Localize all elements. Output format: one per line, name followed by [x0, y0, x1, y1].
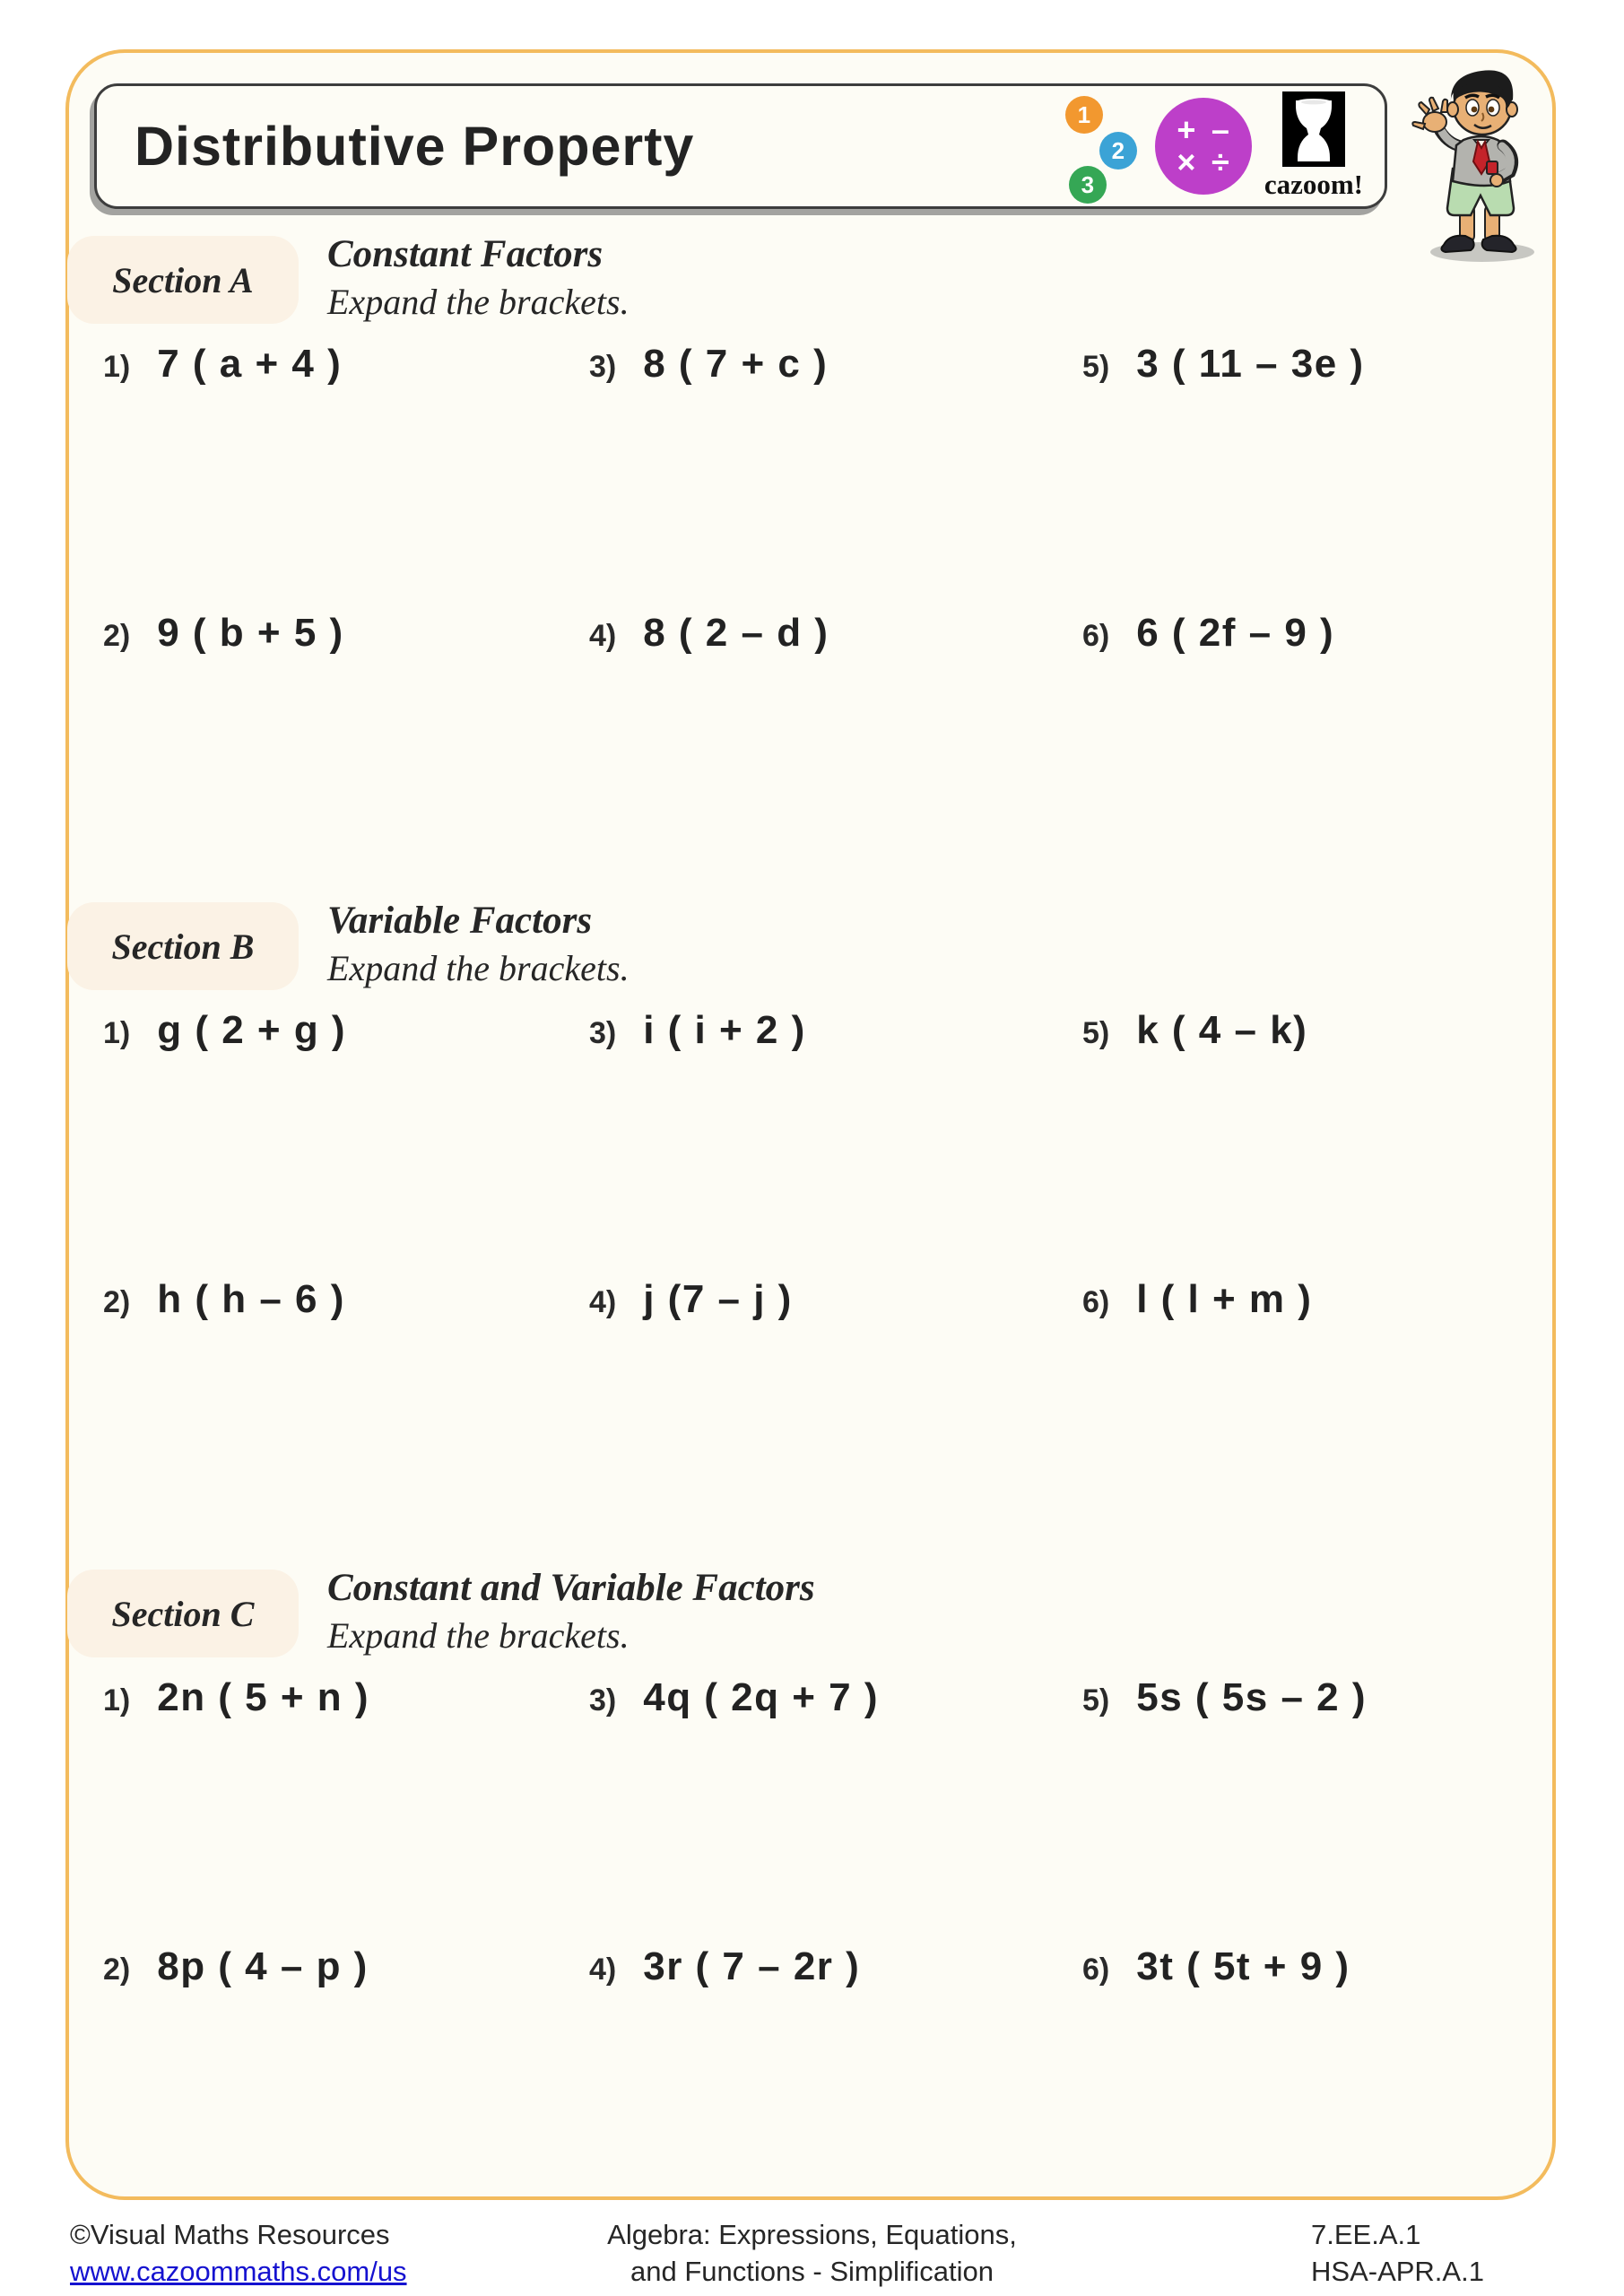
problem-expression: j (7 – j )	[643, 1277, 793, 1321]
section-b-instruction: Expand the brackets.	[327, 948, 630, 988]
problem-expression: 7 ( a + 4 )	[157, 342, 343, 386]
section-a-row-1	[65, 342, 1556, 396]
problem-b6	[1082, 1277, 1312, 1322]
problem-c3	[589, 1675, 879, 1720]
problem-expression: 8 ( 7 + c )	[643, 342, 829, 386]
problem-number: 3)	[589, 1016, 617, 1050]
problem-b1	[103, 1008, 346, 1053]
problem-number: 5)	[1082, 1683, 1110, 1718]
standard-code-2: HSA-APR.A.1	[1311, 2255, 1484, 2287]
problem-expression: i ( i + 2 )	[643, 1008, 806, 1052]
problem-expression: 3t ( 5t + 9 )	[1136, 1944, 1350, 1988]
problem-b5	[1082, 1008, 1307, 1053]
topic-line-1: Algebra: Expressions, Equations,	[607, 2219, 1017, 2250]
problem-expression: l ( l + m )	[1136, 1277, 1313, 1321]
footer-standards-block	[1311, 2217, 1484, 2291]
problem-b2	[103, 1277, 345, 1322]
footer-copyright-block	[70, 2217, 407, 2291]
cazoom-logo	[1060, 89, 1363, 204]
section-b-label: Section B	[67, 902, 299, 990]
problem-expression: 9 ( b + 5 )	[157, 611, 344, 655]
problem-a1	[103, 342, 342, 387]
problem-number: 2)	[103, 1285, 131, 1319]
problem-c5	[1082, 1675, 1367, 1720]
problem-a3	[589, 342, 828, 387]
problem-number: 6)	[1082, 1952, 1110, 1987]
section-b-row-1	[65, 1008, 1556, 1062]
standard-code-1: 7.EE.A.1	[1311, 2219, 1421, 2250]
multiply-icon: ×	[1177, 144, 1196, 180]
mascot-boy-icon	[1397, 61, 1554, 272]
math-operations-icon	[1155, 98, 1252, 195]
numbers-badge-icon	[1060, 89, 1142, 204]
problem-number: 1)	[103, 350, 131, 384]
problem-a2	[103, 611, 344, 656]
section-c-title: Constant and Variable Factors	[327, 1567, 815, 1609]
problem-number: 1)	[103, 1016, 131, 1050]
problem-b3	[589, 1008, 806, 1053]
problem-expression: 3r ( 7 – 2r )	[643, 1944, 861, 1988]
footer-topic-block	[607, 2217, 1017, 2291]
section-b-title: Variable Factors	[327, 900, 593, 942]
problem-number: 2)	[103, 619, 131, 653]
problem-expression: 8 ( 2 – d )	[643, 611, 829, 655]
problem-number: 2)	[103, 1952, 131, 1987]
page-title: Distributive Property	[135, 116, 695, 177]
problem-c2	[103, 1944, 369, 1989]
section-a-instruction: Expand the brackets.	[327, 282, 630, 322]
problem-c4	[589, 1944, 860, 1989]
problem-number: 4)	[589, 619, 617, 653]
problem-expression: k ( 4 – k)	[1136, 1008, 1308, 1052]
section-a-row-2	[65, 611, 1556, 665]
cazoom-drum-icon	[1282, 91, 1345, 167]
divide-icon: ÷	[1211, 144, 1229, 180]
section-a-title: Constant Factors	[327, 233, 604, 275]
problem-number: 5)	[1082, 350, 1110, 384]
problem-c1	[103, 1675, 369, 1720]
cazoom-wordmark: cazoom!	[1264, 169, 1363, 200]
problem-number: 1)	[103, 1683, 131, 1718]
badge-two-icon: 2	[1099, 132, 1137, 170]
plus-icon: +	[1177, 111, 1196, 148]
cazoom-website-link[interactable]: www.cazoommaths.com/us	[70, 2255, 407, 2287]
section-c-row-2	[65, 1944, 1556, 1998]
badge-three-icon: 3	[1069, 166, 1107, 204]
problem-c6	[1082, 1944, 1350, 1989]
problem-expression: h ( h – 6 )	[157, 1277, 345, 1321]
problem-number: 3)	[589, 1683, 617, 1718]
problem-expression: 5s ( 5s – 2 )	[1136, 1675, 1367, 1719]
problem-b4	[589, 1277, 793, 1322]
footer	[0, 2217, 1624, 2296]
problem-expression: 8p ( 4 – p )	[157, 1944, 369, 1988]
problem-number: 3)	[589, 350, 617, 384]
problem-number: 5)	[1082, 1016, 1110, 1050]
section-c-label: Section C	[67, 1570, 299, 1657]
worksheet-title-box	[94, 83, 1387, 209]
problem-number: 4)	[589, 1285, 617, 1319]
badge-one-icon: 1	[1065, 96, 1103, 134]
problem-expression: g ( 2 + g )	[157, 1008, 347, 1052]
cazoom-brand	[1264, 91, 1363, 201]
minus-icon: –	[1211, 111, 1229, 148]
problem-number: 6)	[1082, 619, 1110, 653]
problem-a4	[589, 611, 829, 656]
section-b-row-2	[65, 1277, 1556, 1331]
section-c-instruction: Expand the brackets.	[327, 1615, 630, 1656]
topic-line-2: and Functions - Simplification	[630, 2255, 994, 2287]
problem-expression: 4q ( 2q + 7 )	[643, 1675, 880, 1719]
section-a-label: Section A	[67, 236, 299, 324]
problem-expression: 3 ( 11 – 3e )	[1136, 342, 1365, 386]
problem-number: 6)	[1082, 1285, 1110, 1319]
problem-expression: 2n ( 5 + n )	[157, 1675, 370, 1719]
problem-a6	[1082, 611, 1334, 656]
problem-a5	[1082, 342, 1365, 387]
section-c-row-1	[65, 1675, 1556, 1729]
problem-expression: 6 ( 2f – 9 )	[1136, 611, 1335, 655]
problem-number: 4)	[589, 1952, 617, 1987]
copyright-text: ©Visual Maths Resources	[70, 2219, 390, 2250]
